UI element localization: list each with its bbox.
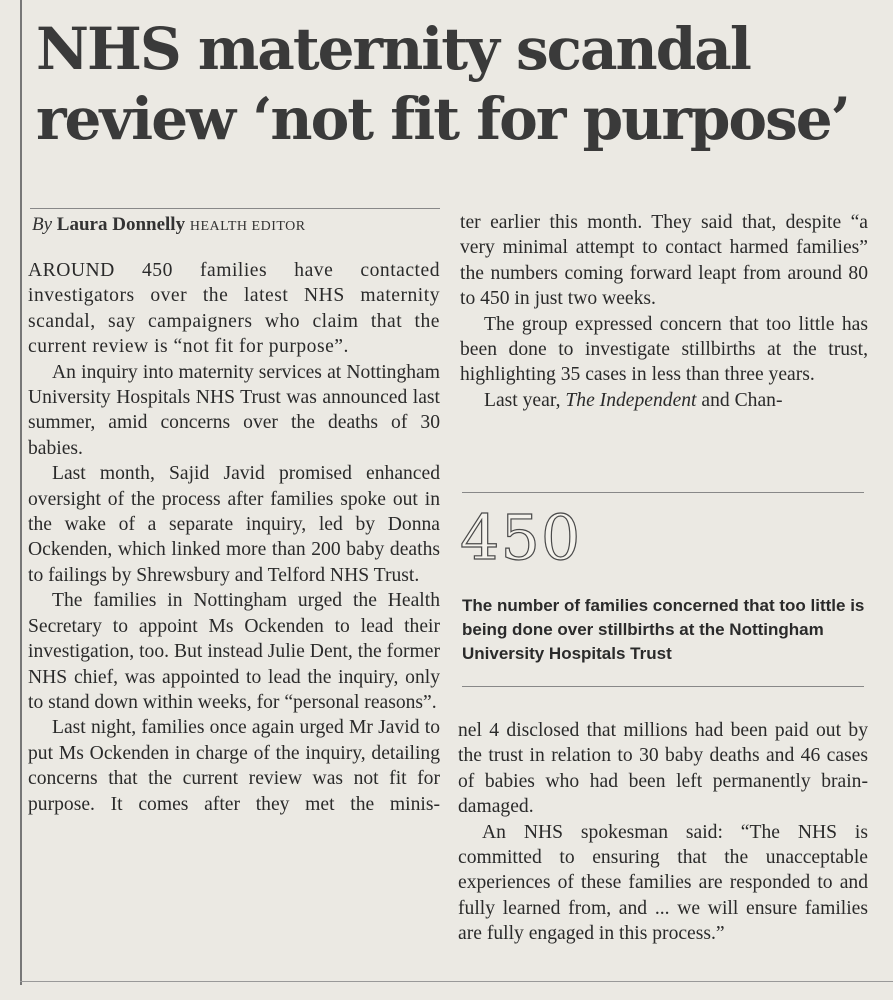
bottom-rule xyxy=(20,981,893,982)
publication-name: The Independent xyxy=(565,389,697,411)
byline xyxy=(32,214,306,236)
article-paragraph: AROUND 450 families have contacted investigators over the latest NHS maternity scandal, say campaigners who claim that the current review is “not fit for purpose”. xyxy=(28,260,440,358)
article-paragraph: ter earlier this month. They said that, despite “a very minimal attempt to contact harmed families” the numbers coming forward leapt from around 80 to 450 in just two weeks. xyxy=(460,212,868,310)
factbox-rule xyxy=(462,686,864,687)
article-paragraph: Last night, families once again urged Mr Javid to put Ms Ockenden in charge of the inquiry, detailing concerns that the current review was not fit for purpose. It comes after they met the minis- xyxy=(28,717,440,815)
article-paragraph: An inquiry into maternity services at Nottingham University Hospitals NHS Trust was announced last summer, amid concerns over the deaths of 30 babies. xyxy=(28,361,440,459)
article-text: and Chan- xyxy=(696,389,783,411)
byline-role: HEALTH EDITOR xyxy=(189,219,306,234)
article-paragraph: An NHS spokesman said: “The NHS is committed to ensuring that the unacceptable experiences of these families are responded to and fully learned from, and ... we will ensure families are fully engaged in this process.” xyxy=(458,821,868,945)
factbox-caption: The number of families concerned that too little is being done over stillbirths at the Nottingham University Hospitals Trust xyxy=(462,596,865,663)
article-column-left xyxy=(28,258,440,817)
byline-by: By xyxy=(32,214,53,235)
article-paragraph: nel 4 disclosed that millions had been paid out by the trust in relation to 30 baby deaths and 46 cases of babies who had been left permanently brain-damaged. xyxy=(458,720,868,818)
article-paragraph: Last month, Sajid Javid promised enhanced oversight of the process after families spoke out in the wake of a separate inquiry, led by Donna Ockenden, which linked more than 200 baby deaths to failings by Shrewsbury and Telford NHS Trust. xyxy=(28,463,440,586)
byline-author: Laura Donnelly xyxy=(56,214,186,235)
byline-rule xyxy=(30,208,440,209)
article-paragraph: The families in Nottingham urged the Health Secretary to appoint Ms Ockenden to lead their investigation, too. But instead Julie Dent, the former NHS chief, was appointed to lead the inquiry, only to stand down within weeks, for “personal reasons”. xyxy=(28,590,440,713)
article-text: Last year, xyxy=(484,389,566,411)
factbox-rule xyxy=(462,492,864,493)
column-rule xyxy=(20,0,22,985)
headline-line-1: NHS maternity scandal xyxy=(36,15,750,83)
article-column-right-bottom xyxy=(458,718,868,947)
article-paragraph: The group expressed concern that too little has been done to investigate stillbirths at the trust, highlighting 35 cases in less than three years. xyxy=(460,313,868,386)
headline-line-2: review ‘not fit for purpose’ xyxy=(36,85,849,153)
article-paragraph xyxy=(460,388,868,413)
article-column-right-top xyxy=(460,210,868,413)
factbox-number: 450 xyxy=(460,501,582,574)
headline xyxy=(36,14,876,154)
